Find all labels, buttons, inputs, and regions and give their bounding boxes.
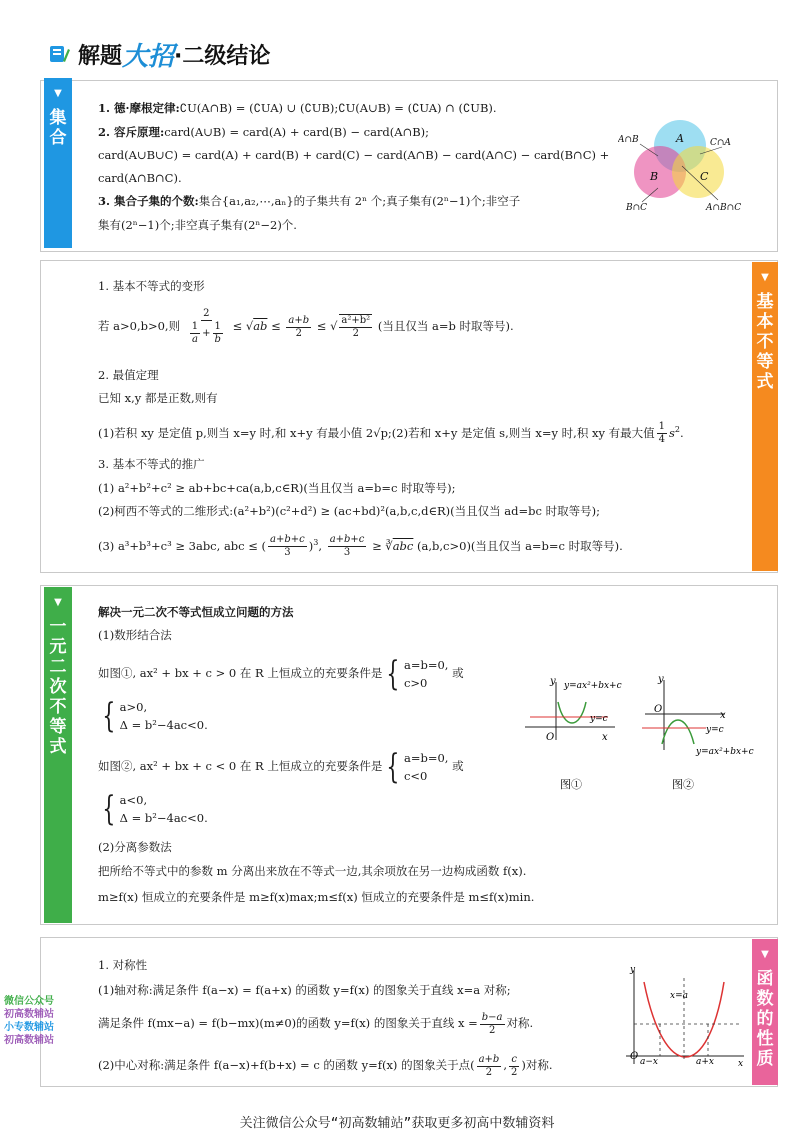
quad-method-1: (1)数形结合法 (98, 628, 172, 642)
svg-text:y=ax²+bx+c: y=ax²+bx+c (564, 681, 622, 691)
svg-text:y: y (630, 965, 636, 975)
svg-text:O: O (630, 1051, 639, 1062)
watermark: 微信公众号 初高数辅站 小专数辅站 初高数辅站 (4, 996, 54, 1046)
ineq-line-2a: 已知 x,y 都是正数,则有 (98, 391, 218, 405)
function-tab: ▼ 函 数 的 性 质 (752, 939, 778, 1085)
venn-label-ab: A∩B (618, 135, 639, 145)
venn-label-ca: C∩A (710, 138, 731, 148)
venn-label-b: B (650, 170, 659, 183)
ineq-heading-2: 2. 最值定理 (98, 368, 159, 382)
ineq-line-3b: (2)柯西不等式的二维形式:(a²+b²)(c²+d²) ≥ (ac+bd)²(a,b,c,d∈R)(当且仅当 ad=bc 时取等号); (98, 504, 600, 518)
ineq-line-2b: (1)若积 xy 是定值 p,则当 x=y 时,和 x+y 有最小值 2√p;(2)若和 x+y 是定值 s,则当 x=y 时,积 xy 有最大值 $\frac{1}{4}$ $s^2$. (98, 421, 684, 446)
quad-cond-1: 如图①, ax² + bx + c > 0 在 R 上恒成立的充要条件是 { a=b=0, c>0 或 (98, 654, 464, 694)
quadratic-tab: ▼ 一 元 二 次 不 等 式 (44, 587, 72, 923)
svg-text:x=a: x=a (670, 991, 688, 1001)
func-line-1: (1)轴对称:满足条件 f(a−x) = f(a+x) 的函数 y=f(x) 的图象关于直线 x=a 对称; (98, 983, 511, 997)
func-heading: 1. 对称性 (98, 958, 148, 972)
svg-text:y=c: y=c (706, 725, 724, 735)
svg-text:a+x: a+x (696, 1057, 714, 1067)
ineq-line-3c: (3) a³+b³+c³ ≥ 3abc, abc ≤ ( $\frac{a+b+c}{3}$ )$^3$, $\frac{a+b+c}{3}$ ≥ $∛\overline{abc}$ (a,b,c>0)(当且仅当 a=b=c 时取等号). (98, 534, 623, 559)
title-suffix: ·二级结论 (174, 43, 271, 69)
inequality-tab: ▼ 基 本 不 等 式 (752, 262, 778, 571)
svg-text:x: x (602, 732, 608, 743)
svg-text:O: O (654, 704, 663, 715)
svg-text:O: O (546, 732, 555, 743)
svg-text:y=ax²+bx+c: y=ax²+bx+c (696, 747, 754, 757)
figure-1 (520, 672, 630, 792)
de-morgan-line: 1. 德·摩根定律:∁U(A∩B) = (∁UA) ∪ (∁UB);∁U(A∪B) = (∁UA) ∩ (∁UB). (98, 101, 497, 115)
symmetry-graph (620, 962, 750, 1074)
ineq-line-3a: (1) a²+b²+c² ≥ ab+bc+ca(a,b,c∈R)(当且仅当 a=b=c 时取等号); (98, 481, 456, 495)
figure-2 (640, 672, 765, 792)
figure-1-caption: 图① (560, 778, 582, 791)
svg-text:x: x (738, 1059, 744, 1069)
quad-step-2: m≥f(x) 恒成立的充要条件是 m≥f(x)max;m≤f(x) 恒成立的充要条件是 m≤f(x)min. (98, 890, 535, 904)
inclusion-exclusion-3: card(A∪B∪C) = card(A) + card(B) + card(C) − card(A∩B) − card(A∩C) − card(B∩C) + (98, 148, 610, 162)
quad-cond-2b: { a<0, Δ = b²−4ac<0. (102, 789, 208, 829)
inclusion-exclusion-3-end: card(A∩B∩C). (98, 171, 182, 185)
ineq-heading-3: 3. 基本不等式的推广 (98, 457, 205, 471)
subset-count-line-2: 集有(2ⁿ−1)个;非空真子集有(2ⁿ−2)个. (98, 218, 297, 232)
svg-text:y=c: y=c (590, 714, 608, 724)
quad-heading: 解决一元二次不等式恒成立问题的方法 (98, 605, 294, 619)
ineq-formula-1: 若 a>0,b>0,则 2 $\frac{1}{a}$ + $\frac{1}{b}$ ≤ √ab ≤ $\frac{a+b}{2}$ ≤ √ $\frac{\text{a²+b²}}{2}$ (当且仅当 a=b 时取等号). (98, 308, 514, 345)
title-accent: 大招 (122, 41, 175, 72)
func-line-3: (2)中心对称:满足条件 f(a−x)+f(b+x) = c 的函数 y=f(x) 的图象关于点( $\frac{a+b}{2}$ , $\frac{c}{2}$ )对称. (98, 1053, 553, 1078)
page-title (48, 34, 270, 74)
venn-diagram (618, 112, 768, 222)
venn-label-a: A (676, 132, 684, 145)
footer-note: 关注微信公众号“初高数辅站”获取更多初高中数辅资料 (239, 1116, 555, 1131)
figure-2-caption: 图② (672, 778, 694, 791)
inclusion-exclusion-line: 2. 容斥原理:card(A∪B) = card(A) + card(B) − card(A∩B); (98, 125, 430, 139)
svg-text:y: y (550, 676, 556, 687)
func-line-2: 满足条件 f(mx−a) = f(b−mx)(m≠0)的函数 y=f(x) 的图象关于直线 x = $\frac{b-a}{2}$ 对称. (98, 1011, 534, 1036)
title-prefix: 解题 (78, 43, 123, 69)
quad-cond-1b: { a>0, Δ = b²−4ac<0. (102, 696, 208, 736)
venn-label-bc: B∩C (626, 203, 648, 213)
ineq-heading-1: 1. 基本不等式的变形 (98, 279, 205, 293)
svg-text:y: y (658, 674, 664, 685)
pencil-book-icon (48, 43, 70, 65)
venn-label-c: C (700, 170, 709, 183)
subset-count-line: 3. 集合子集的个数:集合{a₁,a₂,⋯,aₙ}的子集共有 2ⁿ 个;真子集有(2ⁿ−1)个;非空子 (98, 194, 521, 208)
svg-text:a−x: a−x (640, 1057, 658, 1067)
quad-method-2: (2)分离参数法 (98, 840, 172, 854)
svg-text:x: x (720, 710, 726, 721)
quad-cond-2: 如图②, ax² + bx + c < 0 在 R 上恒成立的充要条件是 { a=b=0, c<0 或 (98, 747, 464, 787)
quad-step-1: 把所给不等式中的参数 m 分离出来放在不等式一边,其余项放在另一边构成函数 f(x). (98, 864, 527, 878)
venn-label-abc: A∩B∩C (706, 203, 742, 213)
sets-tab: ▼ 集 合 (44, 78, 72, 248)
